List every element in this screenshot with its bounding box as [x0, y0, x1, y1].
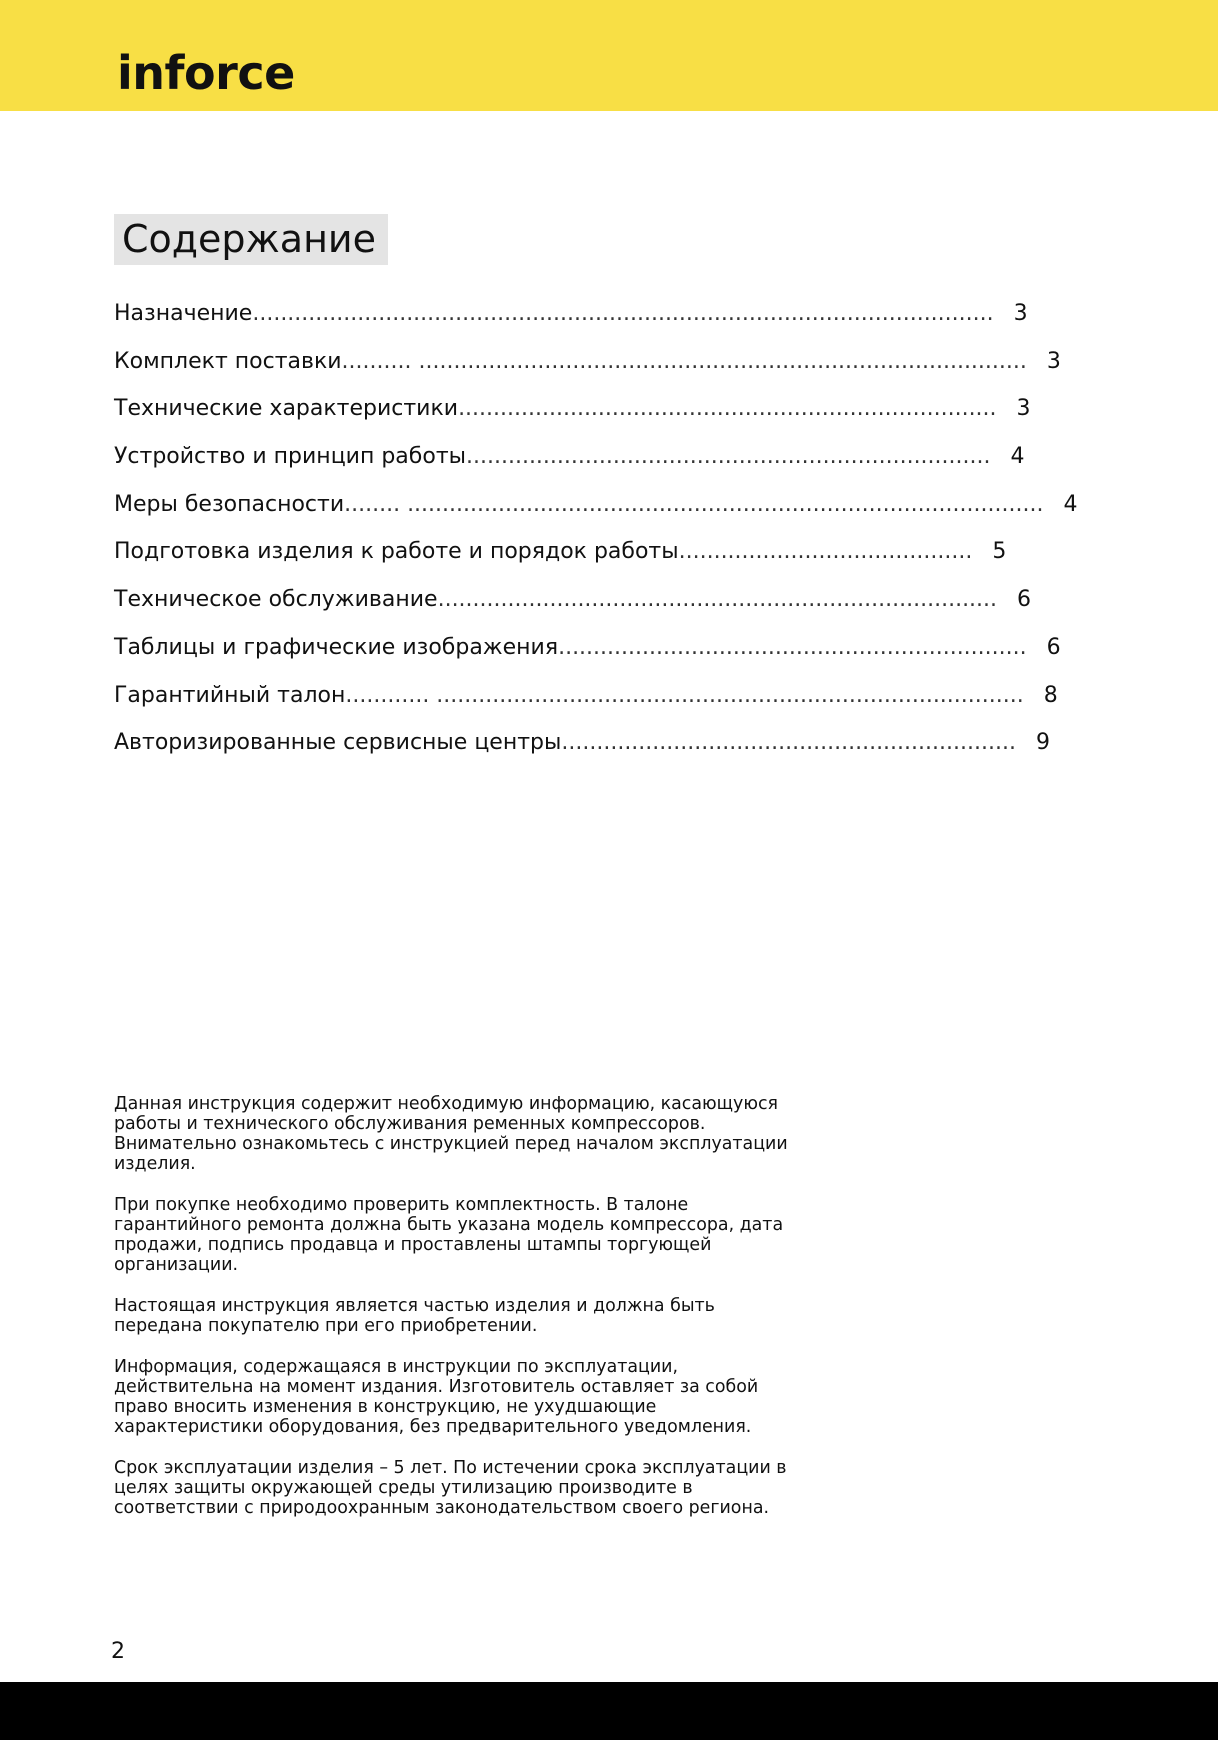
- toc-item-maintenance[interactable]: [114, 584, 1032, 632]
- toc-item-label: Техническое обслуживание: [114, 587, 438, 613]
- toc-item-page: 8: [1043, 682, 1058, 708]
- toc-leader-dots: ..........................................................................................................: [252, 301, 994, 326]
- instructions-notes: [114, 1094, 794, 1539]
- toc-item-purpose[interactable]: [114, 298, 1028, 346]
- toc-item-label: Таблицы и графические изображения: [114, 634, 559, 660]
- page-number: 2: [111, 1639, 125, 1664]
- toc-item-label: Комплект поставки: [114, 348, 342, 374]
- toc-item-page: 6: [1017, 587, 1032, 613]
- toc-item-page: 3: [1013, 301, 1028, 326]
- toc-item-page: 5: [992, 539, 1007, 565]
- note-paragraph: Настоящая инструкция является частью изделия и должна быть передана покупателю при его приобретении.: [114, 1296, 715, 1336]
- toc-item-page: 4: [1063, 491, 1078, 517]
- toc-item-page: 9: [1035, 730, 1050, 756]
- toc-item-package[interactable]: [114, 346, 1061, 394]
- toc-item-label: Назначение: [114, 301, 253, 326]
- toc-title: Содержание: [122, 217, 376, 261]
- toc-item-tables[interactable]: [114, 632, 1061, 680]
- toc-item-label: Технические характеристики: [114, 396, 459, 422]
- toc-item-label: Подготовка изделия к работе и порядок работы: [114, 539, 679, 565]
- toc-item-page: 4: [1010, 444, 1025, 470]
- toc-leader-dots: ............ ....................................................................................: [345, 682, 1024, 708]
- toc-item-preparation[interactable]: [114, 536, 1007, 584]
- toc-item-label: Авторизированные сервисные центры: [114, 730, 562, 756]
- note-paragraph: При покупке необходимо проверить комплектность. В талоне гарантийного ремонта должна быть указана модель компрессора, дата продажи, подпись продавца и проставлены штампы торгующей организации.: [114, 1195, 784, 1275]
- brand-logo: inforce: [117, 46, 295, 100]
- toc-item-service-centers[interactable]: [114, 727, 1050, 775]
- toc-item-safety[interactable]: [114, 489, 1078, 537]
- footer-band: [0, 1682, 1218, 1740]
- note-paragraph: Данная инструкция содержит необходимую информацию, касающуюся работы и технического обслуживания ременных компрессоров. Внимательно ознакомьтесь с инструкцией перед началом эксплуатации изделия.: [114, 1094, 788, 1174]
- toc-leader-dots: ..........................................: [678, 539, 973, 565]
- toc-item-specifications[interactable]: [114, 393, 1031, 441]
- table-of-contents: [114, 298, 1078, 775]
- toc-leader-dots: ...................................................................: [558, 634, 1027, 660]
- toc-leader-dots: .................................................................: [561, 730, 1016, 756]
- toc-item-label: Меры безопасности: [114, 491, 345, 517]
- toc-item-warranty[interactable]: [114, 680, 1058, 728]
- toc-item-page: 6: [1046, 634, 1061, 660]
- toc-leader-dots: .............................................................................: [458, 396, 997, 422]
- toc-leader-dots: ........ ...........................................................................................: [344, 491, 1044, 517]
- note-paragraph: Информация, содержащаяся в инструкции по эксплуатации, действительна на момент издания. Изготовитель оставляет за собой право вносить изменения в конструкцию, не ухудшающие характеристики оборудования, без предварительного уведомления.: [114, 1357, 759, 1437]
- note-paragraph: Срок эксплуатации изделия – 5 лет. По истечении срока эксплуатации в целях защиты окружающей среды утилизацию производите в соответствии с природоохранным законодательством своего региона.: [114, 1458, 787, 1518]
- toc-item-page: 3: [1046, 348, 1061, 374]
- toc-item-label: Гарантийный талон: [114, 682, 346, 708]
- toc-leader-dots: .......... .......................................................................................: [341, 348, 1027, 374]
- toc-item-design[interactable]: [114, 441, 1025, 489]
- toc-item-page: 3: [1016, 396, 1031, 422]
- toc-leader-dots: ...........................................................................: [466, 444, 991, 470]
- toc-item-label: Устройство и принцип работы: [114, 444, 466, 470]
- toc-leader-dots: ................................................................................: [437, 587, 998, 613]
